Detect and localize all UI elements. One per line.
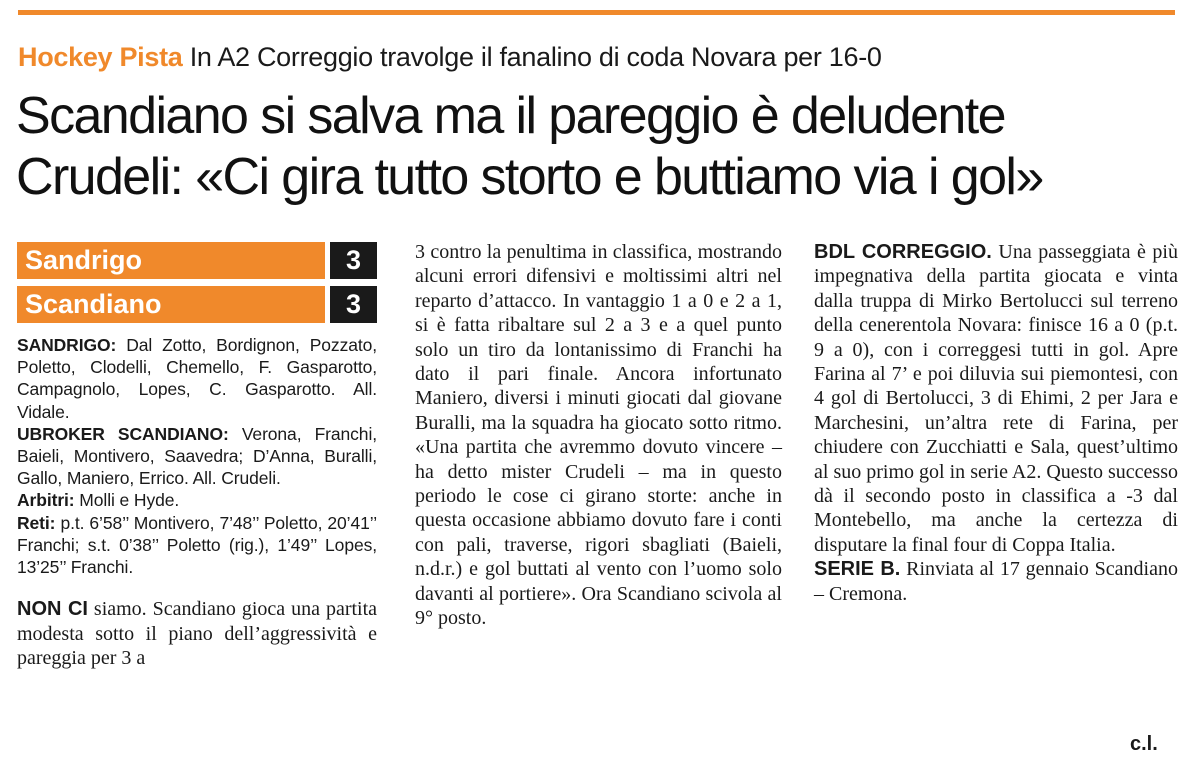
paragraph-caps: SERIE B. bbox=[814, 558, 901, 581]
referees bbox=[17, 489, 377, 511]
label: Arbitri: bbox=[17, 490, 75, 511]
label: Reti: bbox=[17, 512, 56, 533]
kicker bbox=[18, 40, 1178, 74]
lead-text: siamo. Scandiano gioca una partita modesta sotto il piano dell’aggressività e pareggia per 3 a bbox=[17, 598, 378, 670]
headline bbox=[16, 86, 1181, 208]
goals bbox=[17, 512, 377, 579]
team-name: Sandrigo bbox=[17, 242, 325, 279]
text: Molli e Hyde. bbox=[79, 490, 180, 511]
text: Dal Zotto, Bordignon, Pozzato, Poletto, Clodelli, Chemello, F. Gasparotto, Campagnolo, Lopes, C. Gasparotto. All. Vidale. bbox=[17, 335, 378, 422]
paragraph-text: Rinviata al 17 gennaio Scandiano – Cremona. bbox=[814, 558, 1178, 605]
lineup-scandiano bbox=[17, 423, 377, 490]
article-lead bbox=[17, 597, 377, 670]
lineup-sandrigo bbox=[17, 334, 377, 423]
scoreboard-row bbox=[17, 242, 377, 279]
lead-caps: NON CI bbox=[17, 598, 88, 621]
label: SANDRIGO: bbox=[17, 335, 117, 355]
team-score: 3 bbox=[330, 286, 377, 323]
headline-line-1: Scandiano si salva ma il pareggio è deludente bbox=[16, 87, 1005, 145]
section-tag: Hockey Pista bbox=[18, 42, 183, 72]
text: Verona, Franchi, Baieli, Montivero, Saavedra; D’Anna, Buralli, Gallo, Maniero, Errico. All. Crudeli. bbox=[17, 423, 377, 489]
column-2 bbox=[415, 240, 782, 631]
team-name: Scandiano bbox=[17, 286, 325, 323]
match-box bbox=[17, 334, 377, 578]
article-body: 3 contro la penultima in classifica, mostrando alcuni errori difensivi e moltissimi altri nel reparto d’attacco. In vantaggio 1 a 0 e 2 a 1, si è fatta ribaltare sul 2 a 3 e a quel punto solo un tiro da lontanissimo di Franchi ha dato il pari finale. Ancora infortunato Maniero, diversi i minuti giocati dal giovane Buralli, ma la squadra ha giocato sotto ritmo. «Una partita che avremmo dovuto vincere – ha detto mister Crudeli – ma in questo periodo le cose ci girano storte: anche in questa occasione abbiamo dovuto fare i conti con pali, traverse, rigori sbagliati (Baieli, n.d.r.) e gol buttati al vento con l’uomo solo davanti al portiere». Ora Scandiano scivola al 9° posto. bbox=[415, 241, 782, 630]
correggio-paragraph bbox=[814, 240, 1178, 557]
text: p.t. 6’58’’ Montivero, 7’48’’ Poletto, 20’41’’ Franchi; s.t. 0’38’’ Poletto (rig.), 1’49’’ Lopes, 13’25’’ Franchi. bbox=[17, 512, 377, 578]
top-rule bbox=[18, 10, 1175, 15]
paragraph-caps: BDL CORREGGIO. bbox=[814, 241, 992, 263]
headline-line-2: Crudeli: «Ci gira tutto storto e buttiamo via i gol» bbox=[16, 148, 1043, 206]
scoreboard-row bbox=[17, 286, 377, 323]
paragraph-text: Una passeggiata è più impegnativa della partita giocata e vinta dalla truppa di Mirko Bertolucci sul terreno della cenerentola Novara: finisce 16 a 0 (p.t. 9 a 0), con i correggesi tutti in gol. Apre Farina al 7’ e poi diluvia sui piemontesi, con 4 gol di Bertolucci, 3 di Ehimi, 2 per Jara e Marchesini, un’altra rete di Farina, per chiudere con Zucchiatti e Sala, quest’ultimo al suo primo gol in serie A2. Questo successo dà il secondo posto in classifica a -3 dal Montebello, ma anche la certezza di disputare la final four di Coppa Italia. bbox=[814, 241, 1178, 556]
label: UBROKER SCANDIANO: bbox=[17, 423, 229, 444]
column-1 bbox=[17, 242, 377, 670]
team-score: 3 bbox=[330, 242, 377, 279]
kicker-subtitle: In A2 Correggio travolge il fanalino di coda Novara per 16-0 bbox=[189, 42, 882, 72]
author-signature: c.l. bbox=[1130, 733, 1158, 755]
serie-b-paragraph bbox=[814, 557, 1178, 606]
column-3 bbox=[814, 240, 1178, 606]
